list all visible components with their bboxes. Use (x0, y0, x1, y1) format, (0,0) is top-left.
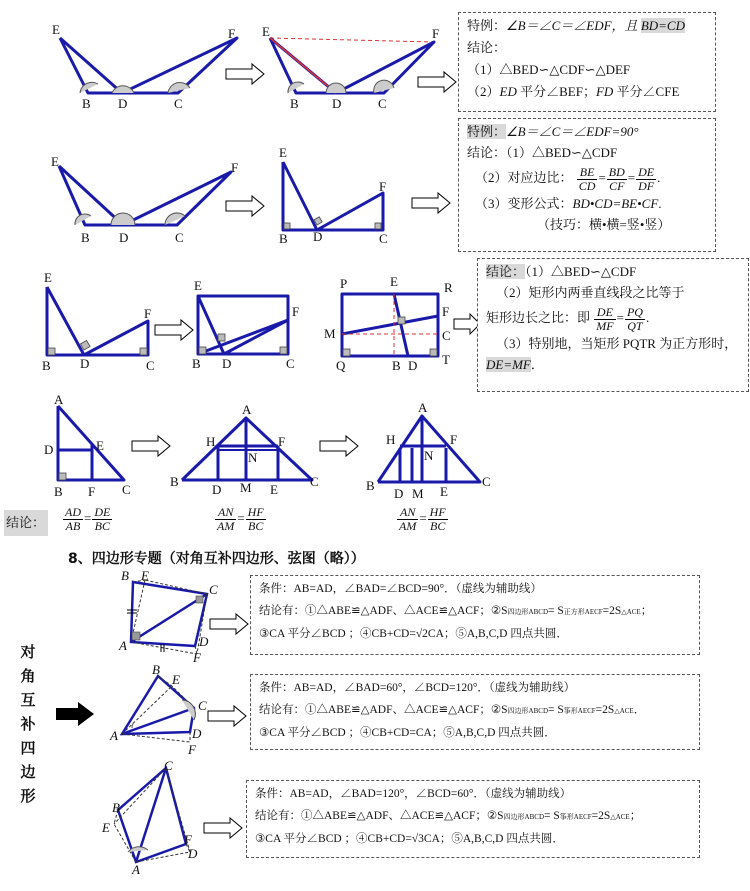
label-B: B (121, 568, 129, 583)
label-H: H (206, 434, 216, 449)
label-R: R (444, 280, 453, 295)
hollow-arrow-case3 (204, 818, 244, 838)
hollow-arrow-case1 (210, 614, 250, 634)
label-B: B (42, 358, 51, 373)
case3-box (246, 780, 700, 858)
case1-condition: 条件：AB=AD，∠BAD=∠BCD=90°．（虚线为辅助线） (259, 583, 542, 595)
figure-row3-b (190, 272, 310, 382)
case3-condition: 条件：AB=AD，∠BAD=120°，∠BCD=60°．（虚线为辅助线） (255, 788, 572, 800)
conclusion-2-cont: 矩形边长之比：即 $\frac{DE}{MF}$ = $\frac{PQ}{QT}$ . (486, 304, 650, 333)
label-B: B (54, 484, 63, 499)
label-D: D (199, 634, 209, 649)
hollow-arrow-case2 (208, 706, 248, 726)
label-B: B (290, 96, 299, 111)
label-P: P (340, 276, 348, 291)
label-F: F (432, 26, 440, 41)
case1-result-2: ③CA 平分∠BCD ；④CB+CD=√2CA；⑤A,B,C,D 四点共圆． (259, 628, 568, 640)
label-T: T (442, 352, 450, 367)
label-B: B (152, 662, 160, 677)
special-case-text: ∠B＝∠C＝∠EDF=90° (506, 124, 639, 139)
case3-figure (100, 758, 210, 877)
label-M: M (240, 480, 252, 495)
label-A: A (110, 728, 118, 743)
conclusion-1: （1）△BED∽△CDF (525, 264, 637, 279)
label-E: E (44, 270, 52, 285)
conclusion-2: （2）ED 平分∠BEF；FD 平分∠CFE (467, 84, 680, 99)
label-D: D (119, 230, 129, 245)
label-E: E (270, 482, 278, 497)
label-B: B (82, 96, 91, 111)
row4-eq3: $\frac{AN}{AM}$ = $\frac{HF}{BC}$ (399, 505, 446, 533)
label-E: E (262, 24, 270, 39)
label-C: C (379, 231, 388, 246)
label-D: D (313, 229, 323, 244)
hollow-arrow-2 (418, 72, 458, 92)
label-C: C (122, 482, 131, 497)
figure-row3-c (322, 272, 462, 382)
case1-result-1: 结论有：①△ABE≌△ADF、△ACE≌△ACF；②S四边形ABCD= S正方形AECF=2S△ACE； (259, 605, 653, 617)
conclusion-label: 结论： (486, 264, 526, 279)
label-F: F (188, 742, 196, 757)
label-D: D (222, 356, 232, 371)
label-E: E (194, 278, 202, 293)
label-B: B (392, 358, 401, 373)
special-case-label: 特例： (467, 18, 507, 33)
label-E: E (96, 438, 104, 453)
label-N: N (248, 450, 258, 465)
hollow-arrow-3 (226, 196, 266, 216)
case2-result-1: 结论有：①△ABE≌△ADF、△ACE≌△ACF；②S四边形ABCD= S筝形AECF=2S△ACE． (259, 704, 646, 716)
label-F: F (450, 432, 458, 447)
label-C: C (310, 474, 319, 489)
case2-box (250, 674, 700, 750)
label-D: D (394, 486, 404, 501)
hollow-arrow-4 (412, 193, 452, 213)
label-F: F (228, 26, 236, 41)
row3-conclusion-box: 结论：（1）△BED∽△CDF （2）矩形内两垂直线段之比等于 矩形边长之比：即 $\frac{DE}{MF}$ = $\frac{PQ}{QT}$ . （3）特别地，当矩形 PQTR 为正方形时， DE=MF． (477, 258, 749, 392)
row4-eq2: $\frac{AN}{AM}$ = $\frac{HF}{BC}$ (217, 505, 264, 533)
label-B: B (81, 230, 90, 245)
label-B: B (279, 231, 288, 246)
label-A: A (418, 400, 428, 415)
special-case-label: 特例： (467, 124, 507, 139)
label-F: F (442, 304, 450, 319)
label-E: E (102, 820, 110, 835)
label-B: B (192, 356, 201, 371)
conclusion-1: 结论：（1）△BED∽△CDF (467, 145, 618, 160)
row4-conclusion-label: 结论： (4, 510, 48, 536)
hollow-arrow-7 (132, 436, 172, 456)
special-case-text: ∠B＝∠C＝∠EDF，且 (506, 18, 641, 33)
label-A: A (119, 638, 127, 653)
label-C: C (286, 356, 295, 371)
figure-row4-a (40, 392, 140, 502)
label-D: D (408, 358, 418, 373)
case2-result-2: ③CA 平分∠BCD ；④CB+CD=CA；⑤A,B,C,D 四点共圆． (259, 727, 556, 739)
label-D: D (332, 96, 342, 111)
label-F: F (88, 484, 96, 499)
label-A: A (54, 392, 64, 407)
label-M: M (324, 326, 336, 341)
label-D: D (188, 846, 198, 861)
figure-row3-a (38, 270, 158, 380)
label-B: B (170, 474, 179, 489)
row4-eq1: $\frac{AD}{AB}$ = $\frac{DE}{BC}$ (65, 505, 111, 533)
conclusion-2: （2）对应边比： $\frac{BE}{CD}$ = $\frac{BD}{CF}$ = $\frac{DE}{DF}$ . (475, 164, 661, 193)
label-B: B (366, 478, 375, 493)
label-C: C (442, 328, 451, 343)
label-E: E (390, 274, 398, 289)
label-C: C (378, 96, 387, 111)
label-E: E (279, 145, 287, 160)
hollow-arrow-1 (226, 64, 266, 84)
label-D: D (80, 356, 90, 371)
label-C: C (198, 698, 207, 713)
label-N: N (424, 448, 434, 463)
label-E: E (51, 154, 59, 169)
case3-result-2: ③CA 平分∠BCD ；④CB+CD=√3CA；⑤A,B,C,D 四点共圆． (255, 833, 564, 845)
label-B: B (112, 800, 120, 815)
label-E: E (141, 568, 149, 583)
figure-row2-right (275, 145, 425, 245)
label-D: D (192, 726, 202, 741)
row1-conclusion-box (458, 12, 716, 112)
label-A: A (242, 402, 252, 417)
case2-condition: 条件：AB=AD，∠BAD=60°，∠BCD=120°．（虚线为辅助线） (259, 682, 576, 694)
label-F: F (144, 306, 152, 321)
label-F: F (231, 160, 239, 175)
label-F: F (184, 832, 192, 847)
label-F: F (379, 179, 387, 194)
label-E: E (52, 22, 60, 37)
label-C: C (164, 758, 173, 773)
label-C: C (174, 96, 183, 111)
conclusion-1: （1）△BED∽△CDF∽△DEF (467, 62, 631, 77)
label-Q: Q (336, 358, 346, 373)
conclusion-3: （3）变形公式：BD•CD=BE•CF. (475, 196, 662, 211)
label-C: C (482, 474, 491, 489)
figure-row4-c (362, 398, 492, 508)
conclusion-label: 结论： (467, 40, 507, 55)
section-8-title: 8、四边形专题（对角互补四边形、弦图（略）） (68, 551, 365, 567)
label-C: C (175, 230, 184, 245)
label-C: C (146, 358, 155, 373)
label-M: M (412, 486, 424, 501)
label-E: E (172, 672, 180, 687)
highlight-de-mf: DE=MF (486, 357, 531, 372)
label-E: E (440, 484, 448, 499)
label-C: C (209, 582, 218, 597)
case1-box (250, 575, 700, 655)
label-A: A (132, 862, 140, 877)
technique-note: （技巧：横•横=竖•竖） (537, 217, 671, 232)
hollow-arrow-5 (155, 320, 195, 340)
case3-result-1: 结论有：①△ABE≌△ADF、△ACE≌△ACF；②S四边形ABCD= S筝形AECF=2S△ACE； (255, 810, 642, 822)
hollow-arrow-8 (320, 436, 360, 456)
conclusion-2: （2）矩形内两垂直线段之比等于 (496, 285, 685, 300)
vertical-title: 对 角 互 补 四 边 形 (20, 643, 36, 805)
solid-arrow (56, 702, 96, 726)
label-D: D (118, 96, 128, 111)
label-D: D (44, 442, 54, 457)
label-F: F (193, 650, 201, 665)
label-F: F (278, 434, 286, 449)
row2-conclusion-box (458, 118, 716, 252)
label-F: F (292, 304, 300, 319)
highlight-bd-cd: BD=CD (640, 18, 685, 33)
label-H: H (386, 432, 396, 447)
conclusion-3: （3）特别地，当矩形 PQTR 为正方形时， (496, 336, 738, 351)
label-D: D (212, 482, 222, 497)
figure-row4-b (168, 398, 328, 508)
